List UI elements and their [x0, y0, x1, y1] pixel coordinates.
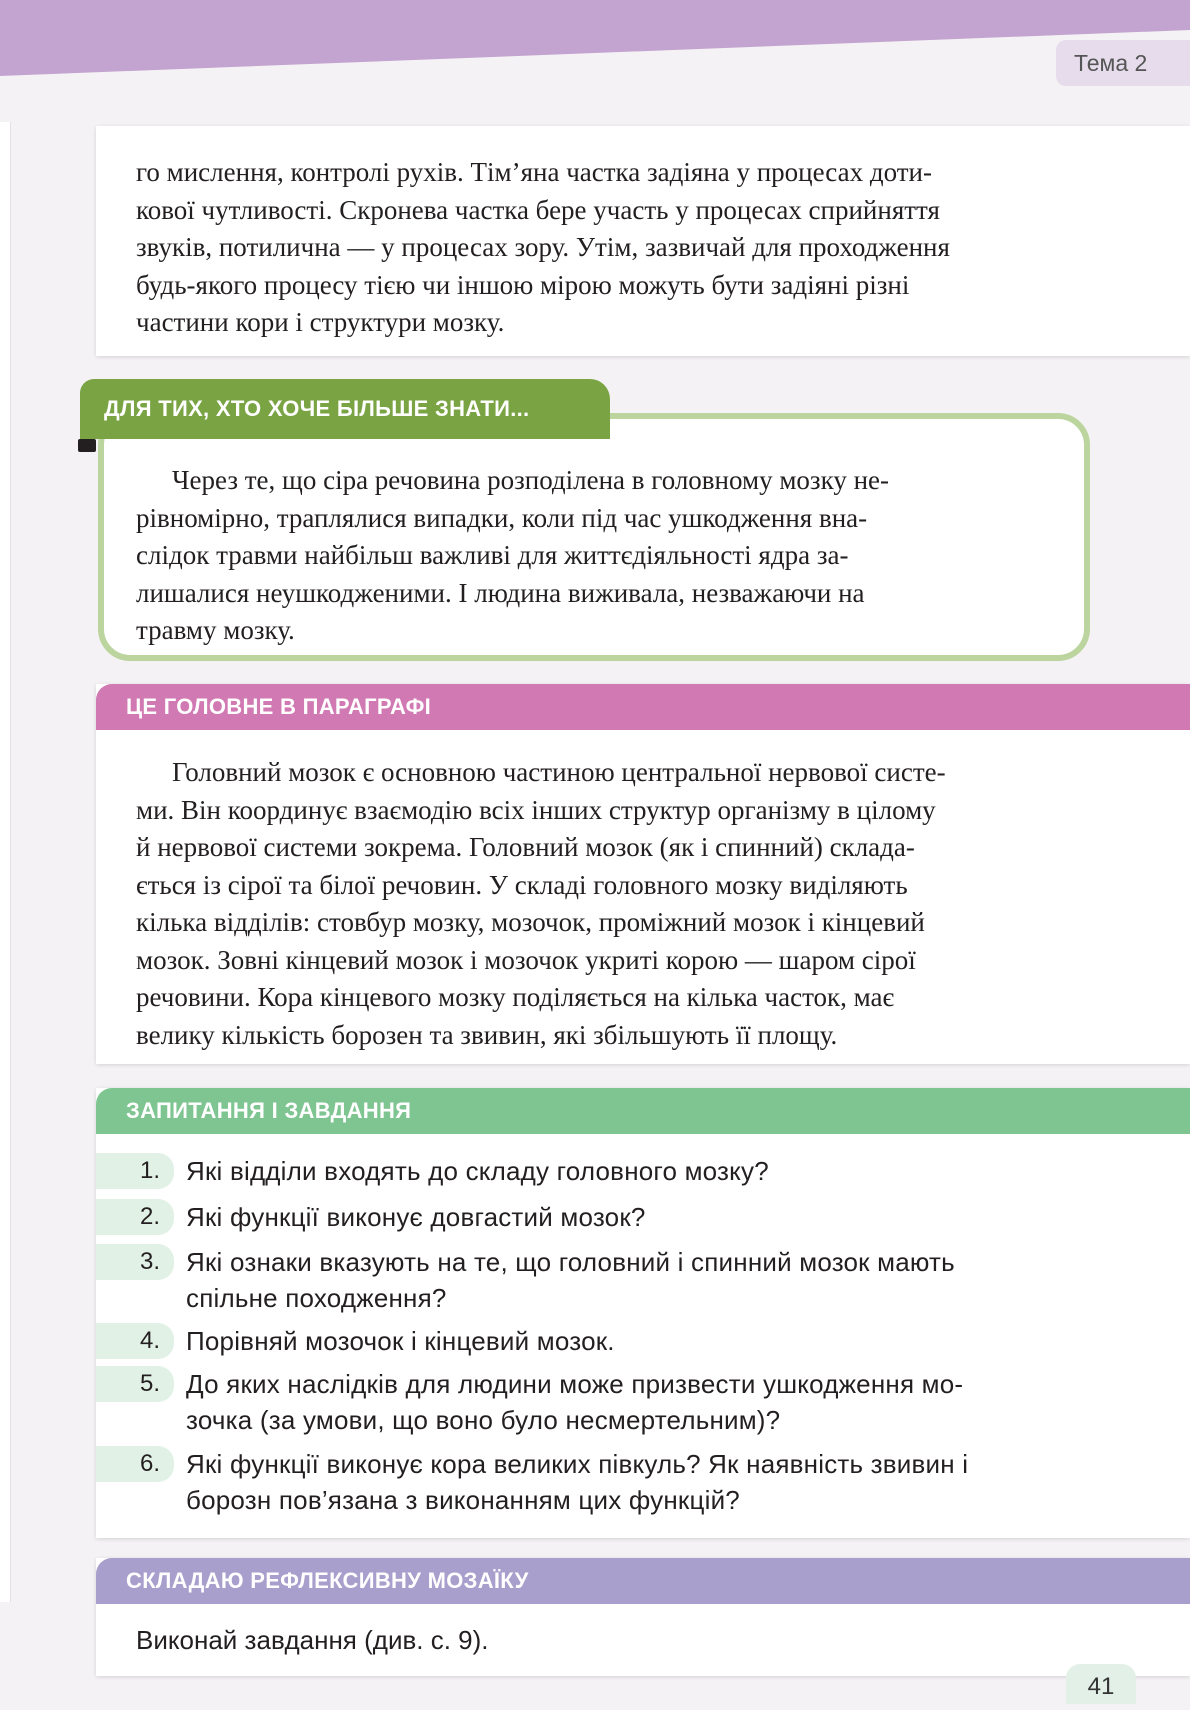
question-text: спільне походження? — [186, 1283, 447, 1313]
question-text: борозн пов’язана з виконанням цих функцій? — [186, 1485, 740, 1515]
intro-line: звуків, потилична — у процесах зору. Утім, зазвичай для проходження — [136, 232, 950, 262]
question-text: зочка (за умови, що воно було несмертельним)? — [186, 1405, 781, 1435]
question-number: 2. — [96, 1199, 174, 1235]
extra-line: травму мозку. — [136, 615, 295, 645]
reflection-text: Виконай завдання (див. с. 9). — [136, 1625, 489, 1655]
top-band — [0, 0, 1190, 90]
intro-line: кової чутливості. Скронева частка бере участь у процесах сприйняття — [136, 194, 940, 225]
question-text: Які ознаки вказують на те, що головний і спинний мозок мають — [186, 1247, 955, 1277]
summary-line: ється із сірої та білої речовин. У складі головного мозку виділяють — [136, 869, 908, 900]
question-item — [96, 1244, 1190, 1316]
summary-title: ЦЕ ГОЛОВНЕ В ПАРАГРАФІ — [96, 684, 1190, 730]
question-item — [96, 1199, 1190, 1235]
question-item — [96, 1153, 1190, 1189]
question-item — [96, 1323, 1190, 1359]
extra-line: слідок травми найбільш важливі для життєдіяльності ядра за- — [136, 540, 849, 570]
extra-line: Через те, що сіра речовина розподілена в головному мозку не- — [172, 465, 889, 495]
page-number: 41 — [1066, 1664, 1136, 1704]
question-number: 1. — [96, 1153, 174, 1189]
question-text: Які функції виконує кора великих півкуль? Як наявність звивин і — [186, 1449, 969, 1479]
summary-card — [96, 684, 1190, 1064]
extra-knowledge-title: ДЛЯ ТИХ, ХТО ХОЧЕ БІЛЬШЕ ЗНАТИ... — [80, 379, 610, 439]
summary-line: й нервової системи зокрема. Головний мозок (як і спинний) склада- — [136, 832, 915, 862]
page-edge — [0, 122, 11, 1602]
extra-line: рівномірно, траплялися випадки, коли під час ушкодження вна- — [136, 502, 868, 533]
question-number: 5. — [96, 1366, 174, 1402]
question-number: 4. — [96, 1323, 174, 1359]
summary-line: велику кількість борозен та звивин, які збільшують її площу. — [136, 1019, 838, 1050]
question-text: Які відділи входять до складу головного мозку? — [186, 1156, 769, 1186]
summary-line: ми. Він координує взаємодію всіх інших структур організму в цілому — [136, 794, 936, 825]
intro-line: го мислення, контролі рухів. Тім’яна частка задіяна у процесах доти- — [136, 157, 932, 187]
question-text: Порівняй мозочок і кінцевий мозок. — [186, 1326, 615, 1356]
summary-line: кілька відділів: стовбур мозку, мозочок, проміжний мозок і кінцевий — [136, 907, 925, 937]
questions-title: ЗАПИТАННЯ І ЗАВДАННЯ — [96, 1088, 1190, 1134]
summary-line: мозок. Зовні кінцевий мозок і мозочок укриті корою — шаром сірої — [136, 944, 916, 975]
topic-label: Тема 2 — [1056, 40, 1190, 86]
intro-card — [96, 126, 1190, 356]
question-item — [96, 1446, 1190, 1518]
extra-knowledge-box — [98, 413, 1090, 661]
intro-line: будь-якого процесу тією чи іншою мірою можуть бути задіяні різні — [136, 269, 910, 300]
question-text: До яких наслідків для людини може призвести ушкодження мо- — [186, 1369, 964, 1399]
question-text: Які функції виконує довгастий мозок? — [186, 1202, 646, 1232]
summary-line: Головний мозок є основною частиною центральної нервової систе- — [172, 757, 946, 787]
extra-line: лишалися неушкодженими. І людина виживала, незважаючи на — [136, 577, 865, 608]
summary-line: речовини. Кора кінцевого мозку поділяється на кілька часток, має — [136, 982, 895, 1012]
question-number: 3. — [96, 1244, 174, 1280]
question-number: 6. — [96, 1446, 174, 1482]
tab-marker — [78, 439, 96, 452]
intro-line: частини кори і структури мозку. — [136, 307, 505, 337]
reflection-title: СКЛАДАЮ РЕФЛЕКСИВНУ МОЗАЇКУ — [96, 1558, 1190, 1604]
question-item — [96, 1366, 1190, 1438]
